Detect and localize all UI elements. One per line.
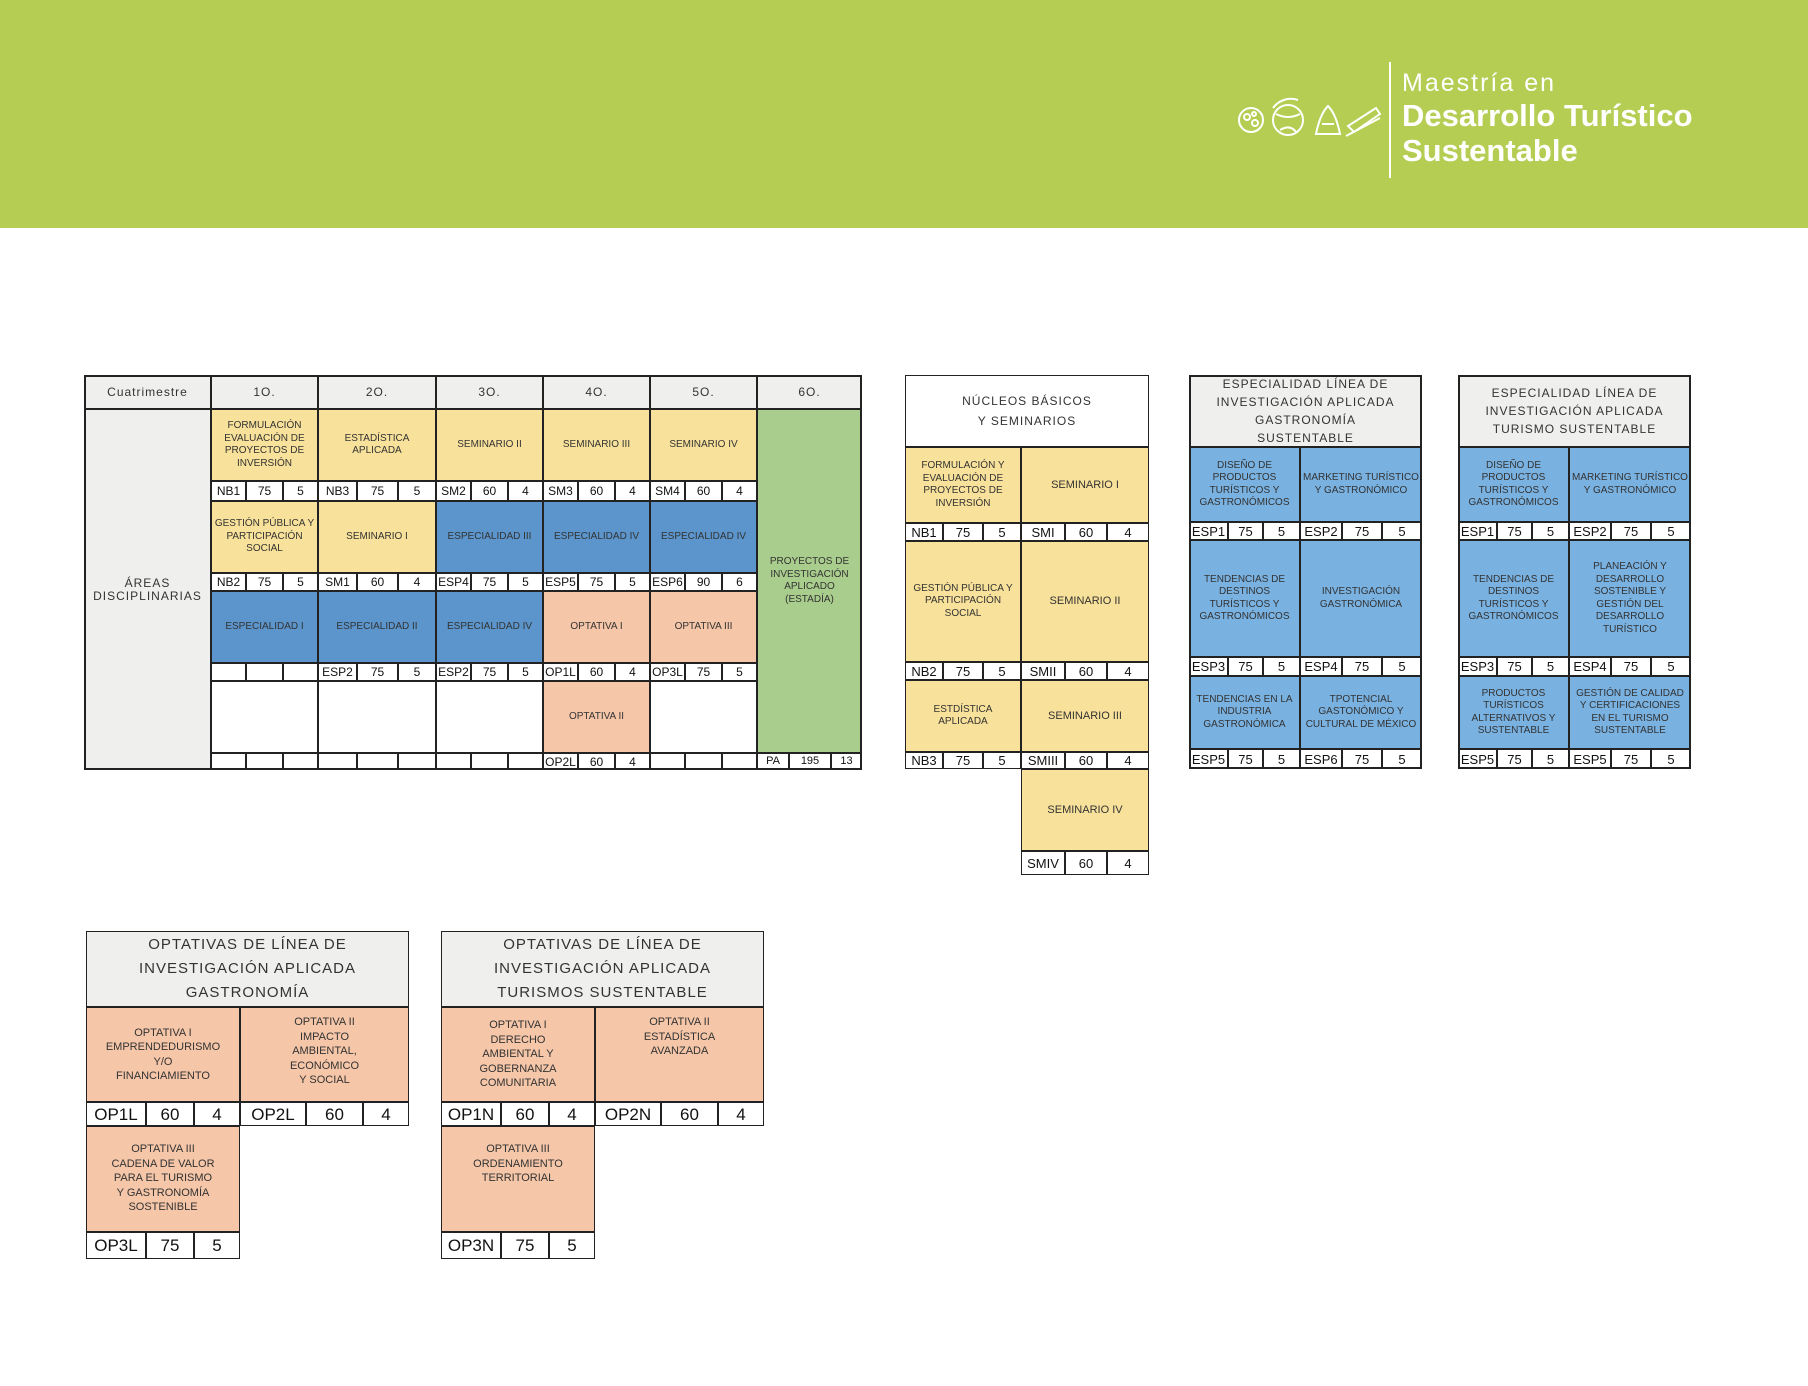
- esp_gastronomia-course: TENDENCIAS DE DESTINOS TURÍSTICOS Y GASTRONÓMICOS: [1189, 540, 1300, 657]
- course-credits: 4: [398, 573, 436, 591]
- esp_turismo-credits: 5: [1532, 522, 1569, 540]
- program-logo: [1402, 68, 1693, 168]
- course-hours: 75: [246, 573, 283, 591]
- nucleo-course: SEMINARIO IV: [1021, 769, 1149, 851]
- esp_gastronomia-credits: 5: [1382, 657, 1422, 676]
- nucleos-basicos-block: [905, 375, 1149, 875]
- esp_gastronomia-credits: 5: [1382, 749, 1422, 769]
- esp_gastronomia-course: TENDENCIAS EN LA INDUSTRIA GASTRONÓMICA: [1189, 676, 1300, 749]
- nucleo-credits: 4: [1107, 523, 1149, 541]
- nucleo-code: NB2: [905, 662, 943, 680]
- opt_turismo-course: OPTATIVA III ORDENAMIENTO TERRITORIAL: [441, 1126, 595, 1232]
- esp_turismo-course: MARKETING TURÍSTICO Y GASTRONÓMICO: [1569, 447, 1691, 522]
- opt_turismo-credits: 5: [549, 1232, 595, 1259]
- opt_gastronomia-course: OPTATIVA III CADENA DE VALOR PARA EL TURISMO Y GASTRONOMÍA SOSTENIBLE: [86, 1126, 240, 1232]
- course-name: SEMINARIO II: [436, 409, 543, 481]
- esp_turismo-credits: 5: [1651, 749, 1691, 769]
- course-code: ESP4: [436, 573, 471, 591]
- term-header: 4O.: [543, 375, 650, 409]
- opt_turismo-code: OP3N: [441, 1232, 501, 1259]
- nucleo-hours: 75: [943, 523, 983, 541]
- course-credits: [722, 753, 757, 770]
- project-credits: 13: [831, 753, 862, 770]
- course-credits: [508, 753, 543, 770]
- course-code: [650, 753, 685, 770]
- opt_turismo-code: OP1N: [441, 1102, 501, 1126]
- esp_turismo-code: ESP5: [1458, 749, 1497, 769]
- course-credits: 6: [722, 573, 757, 591]
- nucleo-hours: 60: [1065, 662, 1107, 680]
- course-credits: [283, 663, 318, 681]
- opt_gastronomia-credits: 4: [363, 1102, 409, 1126]
- nucleos-title: NÚCLEOS BÁSICOS Y SEMINARIOS: [905, 375, 1149, 447]
- course-name: SEMINARIO IV: [650, 409, 757, 481]
- nucleo-code: SMIV: [1021, 851, 1065, 875]
- course-hours: 75: [246, 481, 283, 501]
- nucleo-credits: 4: [1107, 851, 1149, 875]
- course-credits: 4: [508, 481, 543, 501]
- esp_turismo-credits: 5: [1532, 749, 1569, 769]
- course-code: OP1L: [543, 663, 578, 681]
- course-name: GESTIÓN PÚBLICA Y PARTICIPACIÓN SOCIAL: [211, 501, 318, 573]
- course-name: ESPECIALIDAD IV: [650, 501, 757, 573]
- course-hours: 75: [357, 481, 398, 501]
- esp_gastronomia-credits: 5: [1263, 657, 1300, 676]
- esp_turismo-code: ESP2: [1569, 522, 1611, 540]
- course-hours: 75: [471, 573, 508, 591]
- course-code: SM1: [318, 573, 357, 591]
- course-code: NB3: [318, 481, 357, 501]
- esp_turismo-hours: 75: [1497, 522, 1532, 540]
- course-code: NB1: [211, 481, 246, 501]
- nucleo-code: SMI: [1021, 523, 1065, 541]
- nucleo-course: SEMINARIO II: [1021, 541, 1149, 662]
- esp_turismo-code: ESP3: [1458, 657, 1497, 676]
- course-hours: 60: [578, 663, 615, 681]
- curriculum-plan-grid: [84, 375, 862, 770]
- course-name: ESPECIALIDAD III: [436, 501, 543, 573]
- course-code: OP3L: [650, 663, 685, 681]
- course-credits: 5: [508, 573, 543, 591]
- course-hours: [357, 753, 398, 770]
- course-credits: 4: [615, 753, 650, 770]
- course-credits: 4: [722, 481, 757, 501]
- project-name: PROYECTOS DE INVESTIGACIÓN APLICADO (ESTADÍA): [757, 409, 862, 753]
- nucleo-credits: 5: [983, 523, 1021, 541]
- course-credits: 5: [283, 481, 318, 501]
- esp_gastronomia-course: INVESTIGACIÓN GASTRONÓMICA: [1300, 540, 1422, 657]
- nucleo-hours: 75: [943, 662, 983, 680]
- opt_turismo-title: OPTATIVAS DE LÍNEA DE INVESTIGACIÓN APLICADA TURISMOS SUSTENTABLE: [441, 931, 764, 1007]
- train-icon: [1346, 108, 1380, 136]
- globe-icon: [1273, 99, 1303, 135]
- opt_gastronomia-credits: 5: [194, 1232, 240, 1259]
- nucleo-hours: 75: [943, 752, 983, 769]
- especialidad-gastronomia-block: [1189, 375, 1422, 769]
- nucleo-credits: 4: [1107, 662, 1149, 680]
- nucleo-credits: 4: [1107, 752, 1149, 769]
- opt_gastronomia-code: OP1L: [86, 1102, 146, 1126]
- opt_gastronomia-code: OP3L: [86, 1232, 146, 1259]
- term-header: 3O.: [436, 375, 543, 409]
- course-credits: 5: [615, 573, 650, 591]
- course-name: [650, 681, 757, 753]
- esp_gastronomia-hours: 75: [1228, 749, 1263, 769]
- esp_turismo-course: TENDENCIAS DE DESTINOS TURÍSTICOS Y GASTRONÓMICOS: [1458, 540, 1569, 657]
- course-name: SEMINARIO I: [318, 501, 436, 573]
- course-code: ESP5: [543, 573, 578, 591]
- esp_gastronomia-code: ESP1: [1189, 522, 1228, 540]
- nucleo-course: GESTIÓN PÚBLICA Y PARTICIPACIÓN SOCIAL: [905, 541, 1021, 662]
- opt_turismo-code: OP2N: [595, 1102, 661, 1126]
- term-header: 6O.: [757, 375, 862, 409]
- course-hours: 60: [578, 481, 615, 501]
- course-credits: [283, 753, 318, 770]
- nucleo-code: SMIII: [1021, 752, 1065, 769]
- course-name: ESTADÍSTICA APLICADA: [318, 409, 436, 481]
- esp_turismo-course: PLANEACIÓN Y DESARROLLO SOSTENIBLE Y GESTIÓN DEL DESARROLLO TURÍSTICO: [1569, 540, 1691, 657]
- esp_gastronomia-code: ESP2: [1300, 522, 1342, 540]
- opt_gastronomia-credits: 4: [194, 1102, 240, 1126]
- course-name: [436, 681, 543, 753]
- course-code: OP2L: [543, 753, 578, 770]
- course-hours: [246, 753, 283, 770]
- course-code: SM4: [650, 481, 685, 501]
- opt_gastronomia-hours: 60: [146, 1102, 194, 1126]
- course-credits: [398, 753, 436, 770]
- opt_gastronomia-code: OP2L: [240, 1102, 306, 1126]
- course-hours: 90: [685, 573, 722, 591]
- esp_turismo-hours: 75: [1497, 749, 1532, 769]
- opt_turismo-hours: 75: [501, 1232, 549, 1259]
- esp_gastronomia-hours: 75: [1342, 749, 1382, 769]
- course-code: [211, 753, 246, 770]
- course-code: [211, 663, 246, 681]
- esp_gastronomia-credits: 5: [1382, 522, 1422, 540]
- course-name: FORMULACIÓN EVALUACIÓN DE PROYECTOS DE INVERSIÓN: [211, 409, 318, 481]
- nucleo-course: FORMULACIÓN Y EVALUACIÓN DE PROYECTOS DE INVERSIÓN: [905, 447, 1021, 523]
- nucleo-credits: 5: [983, 662, 1021, 680]
- esp_turismo-course: PRODUCTOS TURÍSTICOS ALTERNATIVOS Y SUSTENTABLE: [1458, 676, 1569, 749]
- course-credits: 5: [283, 573, 318, 591]
- esp_turismo-credits: 5: [1532, 657, 1569, 676]
- esp_turismo-course: DISEÑO DE PRODUCTOS TURÍSTICOS Y GASTRONÓMICOS: [1458, 447, 1569, 522]
- nucleo-course: ESTDÍSTICA APLICADA: [905, 680, 1021, 752]
- landmark-icon: [1316, 106, 1340, 134]
- course-code: [318, 753, 357, 770]
- logo-line-1: Maestría en: [1402, 69, 1557, 97]
- opt_gastronomia-course: OPTATIVA I EMPRENDEDURISMO Y/O FINANCIAMIENTO: [86, 1007, 240, 1102]
- esp_turismo-hours: 75: [1497, 657, 1532, 676]
- course-hours: 75: [357, 663, 398, 681]
- nucleo-hours: 60: [1065, 752, 1107, 769]
- course-name: OPTATIVA I: [543, 591, 650, 663]
- optativas-gastronomia-block: [86, 931, 409, 1261]
- esp_turismo-credits: 5: [1651, 657, 1691, 676]
- esp_gastronomia-hours: 75: [1228, 522, 1263, 540]
- gastronomy-icon: [1239, 108, 1263, 132]
- course-name: ESPECIALIDAD II: [318, 591, 436, 663]
- esp_gastronomia-code: ESP6: [1300, 749, 1342, 769]
- course-hours: 75: [685, 663, 722, 681]
- opt_turismo-hours: 60: [501, 1102, 549, 1126]
- area-label: ÁREAS DISCIPLINARIAS: [84, 409, 211, 770]
- term-header: 1O.: [211, 375, 318, 409]
- course-credits: 4: [615, 481, 650, 501]
- especialidad-turismo-block: [1458, 375, 1691, 769]
- course-hours: 60: [685, 481, 722, 501]
- opt_turismo-credits: 4: [549, 1102, 595, 1126]
- opt_turismo-course: OPTATIVA I DERECHO AMBIENTAL Y GOBERNANZA COMUNITARIA: [441, 1007, 595, 1102]
- esp_gastronomia-code: ESP4: [1300, 657, 1342, 676]
- nucleo-hours: 60: [1065, 523, 1107, 541]
- esp_gastronomia-course: MARKETING TURÍSTICO Y GASTRONÓMICO: [1300, 447, 1422, 522]
- course-hours: 60: [471, 481, 508, 501]
- esp_turismo-code: ESP4: [1569, 657, 1611, 676]
- course-hours: 60: [357, 573, 398, 591]
- logo-line-3: Sustentable: [1402, 133, 1578, 168]
- opt_gastronomia-title: OPTATIVAS DE LÍNEA DE INVESTIGACIÓN APLICADA GASTRONOMÍA: [86, 931, 409, 1007]
- course-credits: 4: [615, 663, 650, 681]
- esp_gastronomia-credits: 5: [1263, 522, 1300, 540]
- course-name: ESPECIALIDAD I: [211, 591, 318, 663]
- course-name: [211, 681, 318, 753]
- nucleo-code: SMII: [1021, 662, 1065, 680]
- term-header: 5O.: [650, 375, 757, 409]
- course-code: ESP2: [318, 663, 357, 681]
- nucleo-code: NB3: [905, 752, 943, 769]
- project-code: PA: [757, 753, 789, 770]
- esp_turismo-title: ESPECIALIDAD LÍNEA DE INVESTIGACIÓN APLICADA TURISMO SUSTENTABLE: [1458, 375, 1691, 447]
- esp_gastronomia-hours: 75: [1228, 657, 1263, 676]
- esp_turismo-hours: 75: [1611, 522, 1651, 540]
- optativas-turismo-block: [441, 931, 764, 1261]
- nucleo-hours: 60: [1065, 851, 1107, 875]
- course-name: ESPECIALIDAD IV: [436, 591, 543, 663]
- term-header: 2O.: [318, 375, 436, 409]
- course-code: [436, 753, 471, 770]
- esp_gastronomia-course: DISEÑO DE PRODUCTOS TURÍSTICOS Y GASTRONÓMICOS: [1189, 447, 1300, 522]
- course-code: NB2: [211, 573, 246, 591]
- course-credits: 5: [722, 663, 757, 681]
- course-code: SM3: [543, 481, 578, 501]
- header-banner: [0, 0, 1808, 228]
- esp_gastronomia-course: TPOTENCIAL GASTONÓMICO Y CULTURAL DE MÉXICO: [1300, 676, 1422, 749]
- esp_gastronomia-hours: 75: [1342, 522, 1382, 540]
- course-code: ESP2: [436, 663, 471, 681]
- course-hours: [685, 753, 722, 770]
- course-hours: 75: [578, 573, 615, 591]
- corner-label: Cuatrimestre: [84, 375, 211, 409]
- nucleo-code: NB1: [905, 523, 943, 541]
- esp_gastronomia-code: ESP3: [1189, 657, 1228, 676]
- course-credits: 5: [398, 481, 436, 501]
- nucleo-course: SEMINARIO III: [1021, 680, 1149, 752]
- esp_turismo-code: ESP5: [1569, 749, 1611, 769]
- course-hours: [471, 753, 508, 770]
- course-hours: 75: [471, 663, 508, 681]
- course-name: OPTATIVA II: [543, 681, 650, 753]
- esp_gastronomia-hours: 75: [1342, 657, 1382, 676]
- course-code: SM2: [436, 481, 471, 501]
- course-credits: 5: [398, 663, 436, 681]
- nucleo-credits: 5: [983, 752, 1021, 769]
- course-name: ESPECIALIDAD IV: [543, 501, 650, 573]
- logo-divider: [1389, 62, 1391, 178]
- course-code: ESP6: [650, 573, 685, 591]
- esp_turismo-course: GESTIÓN DE CALIDAD Y CERTIFICACIONES EN EL TURISMO SUSTENTABLE: [1569, 676, 1691, 749]
- esp_gastronomia-title: ESPECIALIDAD LÍNEA DE INVESTIGACIÓN APLICADA GASTRONOMÍA SUSTENTABLE: [1189, 375, 1422, 447]
- opt_gastronomia-hours: 60: [306, 1102, 363, 1126]
- opt_turismo-hours: 60: [661, 1102, 718, 1126]
- course-credits: 5: [508, 663, 543, 681]
- esp_gastronomia-code: ESP5: [1189, 749, 1228, 769]
- course-hours: [246, 663, 283, 681]
- course-name: OPTATIVA III: [650, 591, 757, 663]
- esp_gastronomia-credits: 5: [1263, 749, 1300, 769]
- esp_turismo-credits: 5: [1651, 522, 1691, 540]
- logo-icons: [1236, 90, 1382, 150]
- esp_turismo-hours: 75: [1611, 749, 1651, 769]
- opt_turismo-course: OPTATIVA II ESTADÍSTICA AVANZADA: [595, 1007, 764, 1102]
- opt_turismo-credits: 4: [718, 1102, 764, 1126]
- course-name: SEMINARIO III: [543, 409, 650, 481]
- esp_turismo-hours: 75: [1611, 657, 1651, 676]
- course-hours: 60: [578, 753, 615, 770]
- nucleo-course: SEMINARIO I: [1021, 447, 1149, 523]
- project-hours: 195: [789, 753, 831, 770]
- opt_gastronomia-course: OPTATIVA II IMPACTO AMBIENTAL, ECONÓMICO Y SOCIAL: [240, 1007, 409, 1102]
- logo-line-2: Desarrollo Turístico: [1402, 98, 1693, 133]
- course-name: [318, 681, 436, 753]
- esp_turismo-code: ESP1: [1458, 522, 1497, 540]
- opt_gastronomia-hours: 75: [146, 1232, 194, 1259]
